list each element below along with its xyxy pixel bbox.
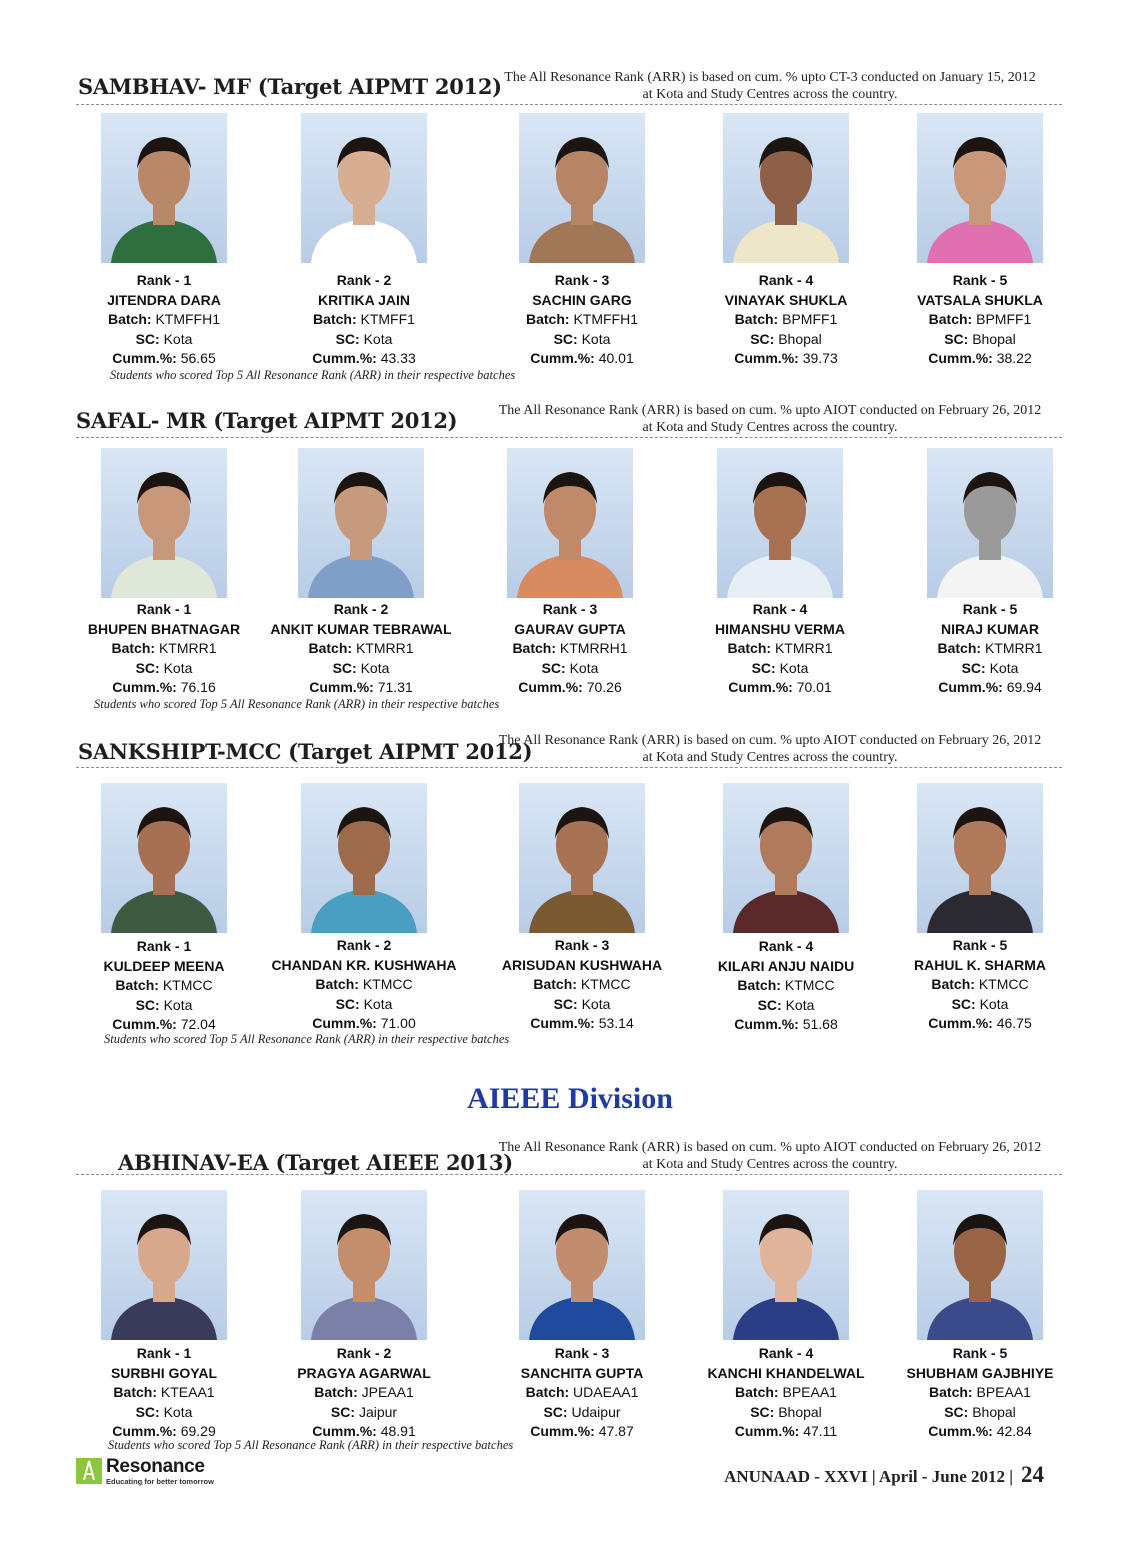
student-name: CHANDAN KR. KUSHWAHA	[271, 956, 457, 973]
student-cumm	[880, 349, 1080, 369]
batch-value: KTMRR1	[774, 640, 833, 656]
student-batch	[264, 310, 464, 330]
student-batch	[880, 310, 1080, 330]
note-line-2: at Kota and Study Centres across the country.	[642, 750, 898, 765]
student-card	[64, 1190, 264, 1442]
student-card	[264, 1190, 464, 1442]
student-card	[264, 783, 464, 1034]
student-name: SHUBHAM GAJBHIYE	[906, 1364, 1054, 1381]
student-rank: Rank - 2	[336, 1345, 392, 1361]
student-card	[64, 113, 264, 369]
cumm-label: Cumm.%:	[530, 1423, 595, 1439]
cumm-label: Cumm.%:	[530, 1015, 595, 1031]
student-rank: Rank - 3	[542, 601, 598, 617]
student-sc	[64, 996, 264, 1016]
batch-value: KTMCC	[978, 976, 1029, 992]
batch-value: KTMCC	[580, 976, 631, 992]
student-card	[64, 448, 264, 698]
sc-label: SC:	[541, 659, 566, 676]
batch-value: BPEAA1	[976, 1384, 1031, 1400]
student-sc	[880, 1403, 1080, 1423]
cumm-value: 70.01	[796, 679, 832, 695]
student-batch	[880, 975, 1080, 995]
student-card	[686, 1190, 886, 1442]
student-name: SACHIN GARG	[532, 291, 632, 308]
student-cumm	[470, 678, 670, 698]
cumm-value: 56.65	[180, 350, 216, 366]
batch-value: JPEAA1	[361, 1384, 414, 1400]
batch-value: BPMFF1	[976, 311, 1032, 327]
note-line-1: The All Resonance Rank (ARR) is based on cum. % upto AIOT conducted on February 26, 2012	[498, 733, 1042, 748]
batch-label: Batch:	[737, 977, 781, 993]
student-name: KILARI ANJU NAIDU	[717, 957, 855, 974]
batch-value: UDAEAA1	[573, 1384, 639, 1400]
batch-label: Batch:	[308, 640, 353, 656]
student-sc	[880, 330, 1080, 350]
section-divider	[76, 1174, 1062, 1175]
student-rank: Rank - 2	[336, 937, 392, 953]
section-divider	[76, 104, 1062, 105]
student-batch	[686, 310, 886, 330]
student-photo	[723, 113, 849, 263]
batch-value: KTMCC	[784, 977, 835, 993]
student-name: GAURAV GUPTA	[514, 620, 626, 637]
student-batch	[264, 975, 464, 995]
student-name: ANKIT KUMAR TEBRAWAL	[270, 620, 452, 637]
cumm-value: 69.29	[180, 1423, 216, 1439]
student-card	[482, 783, 682, 1034]
section-note	[470, 732, 1070, 766]
student-batch	[482, 310, 682, 330]
sc-value: Kota	[363, 330, 393, 347]
student-photo	[101, 448, 227, 598]
batch-label: Batch:	[928, 311, 973, 327]
student-batch	[261, 639, 461, 659]
sc-value: Kota	[581, 995, 611, 1012]
batch-label: Batch:	[512, 640, 556, 656]
sc-label: SC:	[330, 1403, 356, 1420]
sc-label: SC:	[944, 330, 969, 347]
student-name: HIMANSHU VERMA	[715, 620, 845, 637]
batch-value: BPEAA1	[782, 1384, 837, 1400]
sc-label: SC:	[751, 659, 776, 676]
student-photo	[101, 1190, 227, 1340]
student-card	[686, 783, 886, 1035]
student-sc	[261, 659, 461, 679]
student-rank: Rank - 3	[554, 1345, 610, 1361]
brand-logo	[76, 1458, 226, 1488]
student-sc	[64, 330, 264, 350]
batch-label: Batch:	[734, 311, 779, 327]
cumm-value: 42.84	[996, 1423, 1032, 1439]
section-note	[470, 402, 1070, 436]
batch-value: BPMFF1	[782, 311, 838, 327]
student-cumm	[680, 678, 880, 698]
student-sc	[880, 995, 1080, 1015]
sc-label: SC:	[335, 995, 360, 1012]
section-title: ABHINAV-EA (Target AIEEE 2013)	[118, 1150, 513, 1175]
student-photo	[519, 113, 645, 263]
student-sc	[686, 1403, 886, 1423]
student-photo	[917, 783, 1043, 933]
cumm-value: 71.31	[377, 679, 413, 695]
cumm-label: Cumm.%:	[728, 679, 793, 695]
cumm-label: Cumm.%:	[312, 350, 377, 366]
cumm-value: 53.14	[598, 1015, 634, 1031]
batch-value: KTMCC	[162, 977, 213, 993]
sc-label: SC:	[135, 659, 160, 676]
section-title: SAMBHAV- MF (Target AIPMT 2012)	[78, 74, 502, 99]
cumm-label: Cumm.%:	[518, 679, 583, 695]
batch-label: Batch:	[111, 640, 156, 656]
student-card	[680, 448, 880, 698]
cumm-value: 76.16	[180, 679, 216, 695]
student-name: VATSALA SHUKLA	[917, 291, 1043, 308]
brand-name: Resonance	[106, 1456, 205, 1477]
student-batch	[680, 639, 880, 659]
batch-label: Batch:	[937, 640, 982, 656]
sc-value: Bhopal	[778, 1403, 822, 1420]
student-name: SURBHI GOYAL	[110, 1364, 218, 1381]
student-card	[264, 113, 464, 369]
cumm-value: 72.04	[180, 1016, 216, 1032]
batch-label: Batch:	[727, 640, 772, 656]
sc-label: SC:	[553, 330, 578, 347]
student-rank: Rank - 3	[554, 937, 610, 953]
student-card	[890, 448, 1090, 698]
student-sc	[264, 330, 464, 350]
student-rank: Rank - 4	[758, 1345, 814, 1361]
section-note	[470, 69, 1070, 103]
note-line-1: The All Resonance Rank (ARR) is based on cum. % upto CT-3 conducted on January 15, 2012	[504, 70, 1036, 85]
student-cumm	[686, 1422, 886, 1442]
student-rank: Rank - 1	[136, 1345, 192, 1361]
student-photo	[717, 448, 843, 598]
logo-mark-icon	[76, 1458, 102, 1484]
sc-label: SC:	[553, 995, 578, 1012]
batch-label: Batch:	[314, 1384, 358, 1400]
student-card	[470, 448, 670, 698]
cumm-value: 39.73	[802, 350, 838, 366]
note-line-1: The All Resonance Rank (ARR) is based on cum. % upto AIOT conducted on February 26, 2012	[498, 1140, 1042, 1155]
note-line-1: The All Resonance Rank (ARR) is based on cum. % upto AIOT conducted on February 26, 2012	[498, 403, 1042, 418]
student-batch	[686, 976, 886, 996]
student-cumm	[686, 349, 886, 369]
student-photo	[723, 783, 849, 933]
sc-label: SC:	[944, 1403, 969, 1420]
student-rank: Rank - 3	[554, 272, 610, 288]
section-title: SANKSHIPT-MCC (Target AIPMT 2012)	[78, 739, 533, 764]
sc-value: Jaipur	[358, 1403, 398, 1420]
sc-label: SC:	[757, 996, 782, 1013]
student-rank: Rank - 5	[952, 937, 1008, 953]
student-photo	[301, 783, 427, 933]
student-batch	[482, 975, 682, 995]
student-cumm	[686, 1015, 886, 1035]
student-sc	[470, 659, 670, 679]
cumm-label: Cumm.%:	[112, 1423, 177, 1439]
student-cumm	[890, 678, 1090, 698]
cumm-value: 38.22	[996, 350, 1032, 366]
student-card	[686, 113, 886, 369]
cumm-label: Cumm.%:	[312, 1015, 377, 1031]
cumm-value: 47.87	[598, 1423, 634, 1439]
student-cumm	[482, 349, 682, 369]
cumm-value: 48.91	[380, 1423, 416, 1439]
student-rank: Rank - 4	[758, 272, 814, 288]
student-batch	[264, 1383, 464, 1403]
batch-value: KTMRR1	[984, 640, 1043, 656]
sc-value: Kota	[581, 330, 611, 347]
cumm-value: 46.75	[996, 1015, 1032, 1031]
section-note	[470, 1139, 1070, 1173]
student-batch	[64, 1383, 264, 1403]
cumm-label: Cumm.%:	[112, 1016, 177, 1032]
sc-label: SC:	[951, 995, 976, 1012]
sc-value: Kota	[569, 659, 599, 676]
batch-value: KTMCC	[362, 976, 413, 992]
publication-info: ANUNAAD - XXVI | April - June 2012 |	[724, 1467, 1013, 1486]
cumm-value: 69.94	[1006, 679, 1042, 695]
student-card	[880, 783, 1080, 1034]
student-name: ARISUDAN KUSHWAHA	[501, 956, 663, 973]
student-name: VINAYAK SHUKLA	[724, 291, 848, 308]
sc-value: Udaipur	[571, 1403, 621, 1420]
batch-label: Batch:	[113, 1384, 157, 1400]
batch-label: Batch:	[735, 1384, 779, 1400]
student-batch	[64, 310, 264, 330]
student-photo	[917, 1190, 1043, 1340]
student-card	[880, 1190, 1080, 1442]
batch-label: Batch:	[525, 311, 570, 327]
student-batch	[890, 639, 1090, 659]
student-card	[880, 113, 1080, 369]
student-photo	[519, 1190, 645, 1340]
student-rank: Rank - 4	[758, 938, 814, 954]
batch-value: KTMFFH1	[573, 311, 638, 327]
student-sc	[482, 1403, 682, 1423]
cumm-label: Cumm.%:	[938, 679, 1003, 695]
sc-value: Bhopal	[972, 1403, 1016, 1420]
student-card	[261, 448, 461, 698]
student-name: KRITIKA JAIN	[317, 291, 411, 308]
sc-label: SC:	[750, 1403, 775, 1420]
page-footer	[724, 1462, 1044, 1488]
batch-label: Batch:	[931, 976, 975, 992]
batch-label: Batch:	[525, 1384, 570, 1400]
student-cumm	[880, 1422, 1080, 1442]
page-number: 24	[1021, 1462, 1044, 1487]
batch-value: KTMRRH1	[559, 640, 628, 656]
student-photo	[101, 783, 227, 933]
cumm-label: Cumm.%:	[734, 1016, 799, 1032]
cumm-label: Cumm.%:	[928, 1423, 993, 1439]
division-title: AIEEE Division	[467, 1082, 673, 1115]
cumm-label: Cumm.%:	[309, 679, 374, 695]
student-rank: Rank - 4	[752, 601, 808, 617]
student-photo	[917, 113, 1043, 263]
student-rank: Rank - 5	[962, 601, 1018, 617]
student-cumm	[264, 349, 464, 369]
student-sc	[686, 330, 886, 350]
student-cumm	[482, 1014, 682, 1034]
student-card	[482, 113, 682, 369]
student-name: RAHUL K. SHARMA	[914, 956, 1046, 973]
sc-label: SC:	[135, 330, 160, 347]
batch-value: KTEAA1	[160, 1384, 215, 1400]
section-footnote: Students who scored Top 5 All Resonance Rank (ARR) in their respective batches	[94, 697, 500, 711]
student-cumm	[880, 1014, 1080, 1034]
section-divider	[76, 437, 1062, 438]
batch-value: KTMFFH1	[155, 311, 220, 327]
student-card	[64, 783, 264, 1035]
batch-label: Batch:	[107, 311, 152, 327]
batch-label: Batch:	[533, 976, 577, 992]
sc-label: SC:	[332, 659, 357, 676]
student-photo	[301, 113, 427, 263]
student-cumm	[261, 678, 461, 698]
student-sc	[482, 995, 682, 1015]
cumm-label: Cumm.%:	[530, 350, 595, 366]
student-batch	[64, 976, 264, 996]
batch-label: Batch:	[929, 1384, 973, 1400]
student-photo	[298, 448, 424, 598]
student-cumm	[264, 1014, 464, 1034]
student-sc	[890, 659, 1090, 679]
sc-value: Kota	[979, 995, 1009, 1012]
student-name: KULDEEP MEENA	[103, 957, 225, 974]
student-name: SANCHITA GUPTA	[520, 1364, 644, 1381]
cumm-value: 43.33	[380, 350, 416, 366]
section-footnote: Students who scored Top 5 All Resonance Rank (ARR) in their respective batches	[104, 1032, 510, 1046]
student-rank: Rank - 5	[952, 272, 1008, 288]
student-photo	[507, 448, 633, 598]
student-name: NIRAJ KUMAR	[941, 620, 1039, 637]
brand-tagline: Educating for better tomorrow	[106, 1477, 214, 1486]
student-rank: Rank - 2	[336, 272, 392, 288]
sc-value: Kota	[360, 659, 390, 676]
cumm-label: Cumm.%:	[312, 1423, 377, 1439]
student-name: JITENDRA DARA	[107, 291, 221, 308]
student-batch	[686, 1383, 886, 1403]
student-rank: Rank - 1	[136, 272, 192, 288]
cumm-label: Cumm.%:	[112, 679, 177, 695]
student-name: PRAGYA AGARWAL	[297, 1364, 431, 1381]
student-sc	[680, 659, 880, 679]
sc-value: Kota	[163, 1403, 193, 1420]
note-line-2: at Kota and Study Centres across the country.	[642, 420, 898, 435]
sc-value: Bhopal	[778, 330, 822, 347]
student-batch	[470, 639, 670, 659]
batch-label: Batch:	[315, 976, 359, 992]
student-cumm	[64, 349, 264, 369]
cumm-value: 47.11	[803, 1423, 838, 1439]
section-title: SAFAL- MR (Target AIPMT 2012)	[76, 408, 458, 433]
sc-value: Kota	[163, 659, 193, 676]
sc-label: SC:	[750, 330, 775, 347]
sc-value: Kota	[785, 996, 815, 1013]
student-sc	[64, 1403, 264, 1423]
student-rank: Rank - 5	[952, 1345, 1008, 1361]
student-batch	[482, 1383, 682, 1403]
sc-value: Kota	[363, 995, 393, 1012]
student-card	[482, 1190, 682, 1442]
student-name: KANCHI KHANDELWAL	[707, 1364, 865, 1381]
section-footnote: Students who scored Top 5 All Resonance Rank (ARR) in their respective batches	[110, 368, 516, 382]
cumm-label: Cumm.%:	[928, 350, 993, 366]
note-line-2: at Kota and Study Centres across the country.	[642, 1157, 898, 1172]
sc-value: Kota	[163, 330, 193, 347]
student-rank: Rank - 1	[136, 938, 192, 954]
student-batch	[64, 639, 264, 659]
student-photo	[927, 448, 1053, 598]
section-divider	[76, 767, 1062, 768]
student-photo	[519, 783, 645, 933]
student-sc	[482, 330, 682, 350]
student-batch	[880, 1383, 1080, 1403]
sc-value: Kota	[989, 659, 1019, 676]
batch-label: Batch:	[313, 311, 357, 327]
sc-value: Bhopal	[972, 330, 1016, 347]
student-name: BHUPEN BHATNAGAR	[87, 620, 241, 637]
sc-label: SC:	[961, 659, 986, 676]
batch-label: Batch:	[115, 977, 159, 993]
student-photo	[301, 1190, 427, 1340]
student-rank: Rank - 1	[136, 601, 192, 617]
cumm-label: Cumm.%:	[734, 350, 799, 366]
cumm-label: Cumm.%:	[112, 350, 177, 366]
cumm-value: 40.01	[598, 350, 634, 366]
student-sc	[686, 996, 886, 1016]
sc-label: SC:	[335, 330, 360, 347]
student-sc	[64, 659, 264, 679]
student-sc	[264, 995, 464, 1015]
cumm-label: Cumm.%:	[928, 1015, 993, 1031]
cumm-value: 71.00	[380, 1015, 416, 1031]
student-photo	[101, 113, 227, 263]
cumm-value: 51.68	[802, 1016, 838, 1032]
student-photo	[723, 1190, 849, 1340]
sc-label: SC:	[135, 996, 160, 1013]
sc-label: SC:	[543, 1403, 568, 1420]
note-line-2: at Kota and Study Centres across the country.	[642, 87, 898, 102]
cumm-label: Cumm.%:	[734, 1423, 800, 1439]
sc-value: Kota	[163, 996, 193, 1013]
batch-value: KTMRR1	[355, 640, 414, 656]
sc-value: Kota	[779, 659, 809, 676]
student-cumm	[64, 678, 264, 698]
student-rank: Rank - 2	[333, 601, 389, 617]
batch-value: KTMFF1	[360, 311, 415, 327]
batch-value: KTMRR1	[158, 640, 217, 656]
section-footnote: Students who scored Top 5 All Resonance Rank (ARR) in their respective batches	[108, 1438, 514, 1452]
cumm-value: 70.26	[586, 679, 622, 695]
sc-label: SC:	[135, 1403, 160, 1420]
student-sc	[264, 1403, 464, 1423]
